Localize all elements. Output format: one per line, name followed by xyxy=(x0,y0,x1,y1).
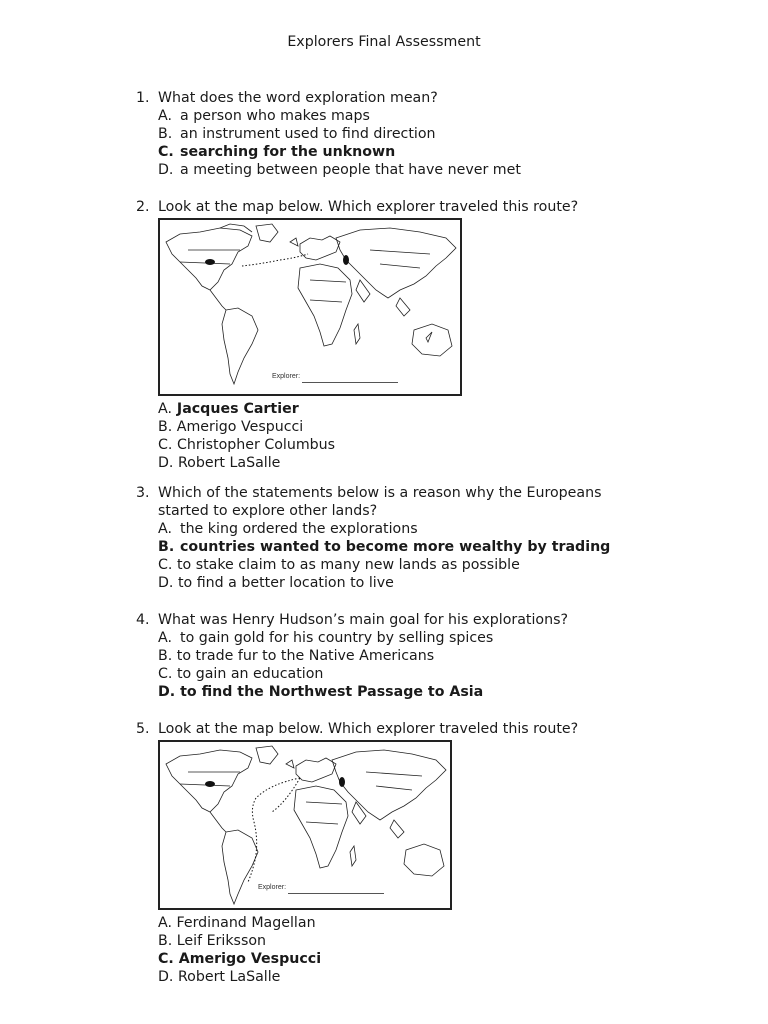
option-letter: B. xyxy=(158,933,173,949)
option-letter: C. xyxy=(158,951,174,967)
answer-option xyxy=(136,629,736,647)
question-text: Look at the map below. Which explorer traveled this route? xyxy=(158,199,579,215)
option-letter: A. xyxy=(158,630,172,646)
world-map-vespucci-route xyxy=(158,740,452,910)
question-4 xyxy=(136,611,736,701)
option-text: an instrument used to find direction xyxy=(180,126,436,142)
option-text: Amerigo Vespucci xyxy=(176,419,304,435)
option-letter: A. xyxy=(158,915,172,931)
option-letter: C. xyxy=(158,557,173,573)
option-text: searching for the unknown xyxy=(180,144,396,160)
world-map-image xyxy=(160,220,460,394)
answer-option xyxy=(136,454,736,472)
option-letter: B. xyxy=(158,539,175,555)
option-letter: A. xyxy=(158,521,172,537)
option-text: to gain an education xyxy=(176,666,324,682)
option-letter: D. xyxy=(158,162,174,178)
option-letter: B. xyxy=(158,126,173,142)
question-number: 1. xyxy=(136,90,150,106)
question-5 xyxy=(136,720,736,986)
world-map-cartier-route xyxy=(158,218,462,396)
answer-option-correct xyxy=(136,538,736,556)
answer-option xyxy=(136,647,736,665)
answer-option-correct xyxy=(136,683,736,701)
answer-option xyxy=(136,914,736,932)
option-letter: D. xyxy=(158,684,176,700)
option-text: to find the Northwest Passage to Asia xyxy=(180,684,484,700)
option-text: Amerigo Vespucci xyxy=(178,951,322,967)
explorer-label: Explorer: xyxy=(258,884,287,891)
option-text: Robert LaSalle xyxy=(177,969,281,985)
option-text: a person who makes maps xyxy=(180,108,370,124)
answer-option xyxy=(136,968,736,986)
option-letter: C. xyxy=(158,144,174,160)
answer-option xyxy=(136,556,736,574)
option-text: the king ordered the explorations xyxy=(180,521,418,537)
world-map-image xyxy=(160,742,450,908)
option-text: countries wanted to become more wealthy by trading xyxy=(180,539,611,555)
question-3 xyxy=(136,484,736,592)
option-text: Ferdinand Magellan xyxy=(176,915,316,931)
question-text: What does the word exploration mean? xyxy=(158,90,438,106)
option-text: Jacques Cartier xyxy=(176,401,299,417)
question-number: 2. xyxy=(136,199,150,215)
option-text: Robert LaSalle xyxy=(177,455,281,471)
option-letter: C. xyxy=(158,437,173,453)
question-text: What was Henry Hudson’s main goal for his explorations? xyxy=(158,612,569,628)
question-1 xyxy=(136,89,736,179)
explorer-blank-line xyxy=(302,382,398,383)
option-text: Leif Eriksson xyxy=(176,933,267,949)
option-letter: D. xyxy=(158,455,174,471)
answer-option xyxy=(136,520,736,538)
option-text: Christopher Columbus xyxy=(176,437,336,453)
option-text: to gain gold for his country by selling spices xyxy=(180,630,494,646)
option-letter: D. xyxy=(158,969,174,985)
answer-option-correct xyxy=(136,400,736,418)
answer-option xyxy=(136,125,736,143)
question-text: Look at the map below. Which explorer traveled this route? xyxy=(158,721,579,737)
question-2 xyxy=(136,198,736,472)
answer-option-correct xyxy=(136,143,736,161)
option-letter: A. xyxy=(158,108,172,124)
option-text: to stake claim to as many new lands as possible xyxy=(176,557,520,573)
answer-option xyxy=(136,161,736,179)
answer-option-correct xyxy=(136,950,736,968)
question-number: 3. xyxy=(136,485,150,501)
page-title: Explorers Final Assessment xyxy=(287,34,481,50)
answer-option xyxy=(136,665,736,683)
answer-option xyxy=(136,574,736,592)
option-letter: B. xyxy=(158,648,173,664)
explorer-label: Explorer: xyxy=(272,373,301,380)
question-text: Which of the statements below is a reason why the Europeans xyxy=(158,485,602,501)
option-text: to trade fur to the Native Americans xyxy=(176,648,435,664)
option-letter: B. xyxy=(158,419,173,435)
question-number: 4. xyxy=(136,612,150,628)
answer-option xyxy=(136,418,736,436)
explorer-blank-line xyxy=(288,893,384,894)
answer-option xyxy=(136,107,736,125)
answer-option xyxy=(136,436,736,454)
question-number: 5. xyxy=(136,721,150,737)
option-text: to find a better location to live xyxy=(177,575,394,591)
answer-option xyxy=(136,932,736,950)
option-letter: D. xyxy=(158,575,174,591)
question-text-continued: started to explore other lands? xyxy=(158,503,378,519)
option-letter: A. xyxy=(158,401,172,417)
option-letter: C. xyxy=(158,666,173,682)
option-text: a meeting between people that have never met xyxy=(180,162,521,178)
